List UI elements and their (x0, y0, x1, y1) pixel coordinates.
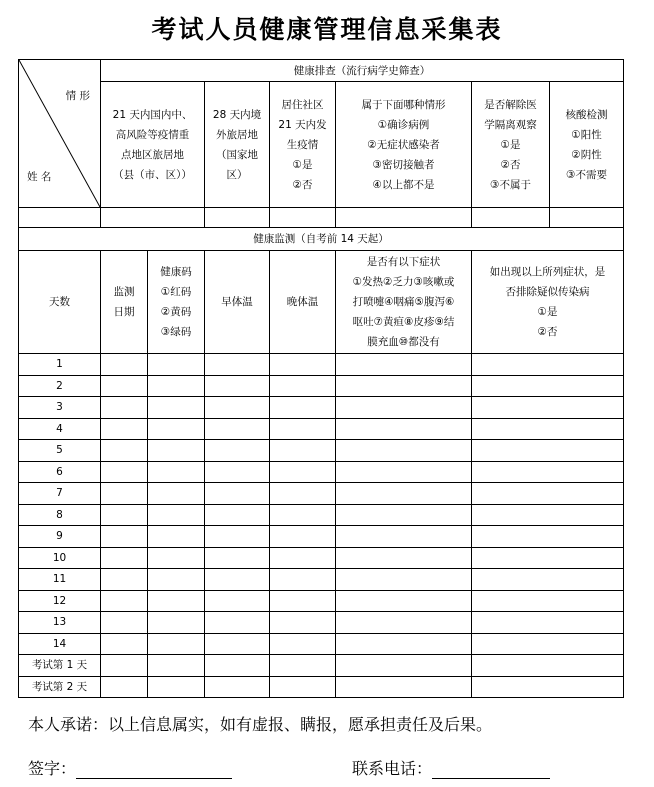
monitor-entry-cell[interactable] (148, 590, 205, 612)
monitor-entry-cell[interactable] (472, 633, 624, 655)
section-header-monitoring: 健康监测（自考前 14 天起） (19, 228, 624, 251)
monitor-entry-cell[interactable] (270, 612, 336, 634)
monitor-entry-cell[interactable] (472, 655, 624, 677)
monitor-row (19, 440, 624, 462)
monitor-entry-cell[interactable] (101, 633, 148, 655)
monitor-entry-cell[interactable] (336, 504, 472, 526)
monitor-entry-cell[interactable] (270, 590, 336, 612)
monitor-entry-cell[interactable] (205, 504, 270, 526)
monitor-entry-cell[interactable] (148, 633, 205, 655)
monitor-entry-cell[interactable] (101, 483, 148, 505)
day-label: 2 (19, 375, 101, 397)
monitor-entry-cell[interactable] (148, 440, 205, 462)
monitor-row (19, 569, 624, 591)
day-label: 13 (19, 612, 101, 634)
monitor-row (19, 655, 624, 677)
promise-statement: 本人承诺：以上信息属实，如有虚报、瞒报，愿承担责任及后果。 (28, 715, 493, 734)
col-health-code: 健康码 ①红码 ②黄码 ③绿码 (148, 251, 205, 354)
monitor-entry-cell[interactable] (270, 504, 336, 526)
section-header-screening: 健康排查（流行病学史筛查） (101, 60, 624, 82)
monitor-entry-cell[interactable] (472, 354, 624, 376)
phone-line (352, 756, 550, 779)
monitor-row (19, 375, 624, 397)
monitor-entry-cell[interactable] (270, 655, 336, 677)
monitor-entry-cell[interactable] (472, 612, 624, 634)
monitor-entry-cell[interactable] (205, 612, 270, 634)
entry-cell[interactable] (270, 208, 336, 228)
monitor-entry-cell[interactable] (336, 547, 472, 569)
phone-field[interactable] (432, 760, 550, 779)
name-input-cell[interactable] (19, 208, 101, 228)
day-label: 考试第 1 天 (19, 655, 101, 677)
monitor-entry-cell[interactable] (148, 483, 205, 505)
monitor-entry-cell[interactable] (270, 526, 336, 548)
entry-cell[interactable] (205, 208, 270, 228)
monitor-entry-cell[interactable] (270, 569, 336, 591)
signature-line (28, 756, 232, 779)
col-symptoms: 是否有以下症状 ①发热②乏力③咳嗽或 打喷嚏④咽痛⑤腹泻⑥ 呕吐⑦黄疸⑧皮疹⑨结 膜充血⑩都没有 (336, 251, 472, 354)
monitor-entry-cell[interactable] (270, 418, 336, 440)
monitor-entry-cell[interactable] (148, 569, 205, 591)
monitor-entry-cell[interactable] (336, 440, 472, 462)
monitor-row (19, 590, 624, 612)
monitor-entry-cell[interactable] (472, 375, 624, 397)
col-overseas-travel: 28 天内境 外旅居地 （国家地 区） (205, 82, 270, 208)
monitor-entry-cell[interactable] (472, 418, 624, 440)
corner-label-name: 姓 名 (27, 171, 52, 183)
monitor-entry-cell[interactable] (101, 397, 148, 419)
monitor-row (19, 418, 624, 440)
monitor-entry-cell[interactable] (336, 483, 472, 505)
monitor-entry-cell[interactable] (205, 676, 270, 698)
monitor-row (19, 526, 624, 548)
corner-label-situation: 情 形 (65, 90, 90, 102)
day-label: 10 (19, 547, 101, 569)
day-label: 4 (19, 418, 101, 440)
monitor-entry-cell[interactable] (148, 655, 205, 677)
health-info-table (18, 59, 624, 698)
monitor-entry-cell[interactable] (472, 440, 624, 462)
monitor-entry-cell[interactable] (336, 354, 472, 376)
day-label: 9 (19, 526, 101, 548)
day-label: 3 (19, 397, 101, 419)
monitor-entry-cell[interactable] (101, 547, 148, 569)
monitor-entry-cell[interactable] (148, 354, 205, 376)
col-morning-temp: 早体温 (205, 251, 270, 354)
monitor-entry-cell[interactable] (148, 612, 205, 634)
entry-cell[interactable] (472, 208, 550, 228)
monitor-entry-cell[interactable] (336, 569, 472, 591)
monitor-entry-cell[interactable] (472, 504, 624, 526)
monitor-entry-cell[interactable] (148, 375, 205, 397)
monitor-entry-cell[interactable] (472, 676, 624, 698)
monitor-entry-cell[interactable] (336, 461, 472, 483)
monitor-entry-cell[interactable] (101, 569, 148, 591)
day-label: 考试第 2 天 (19, 676, 101, 698)
signature-label: 签字： (28, 759, 77, 778)
monitor-entry-cell[interactable] (472, 397, 624, 419)
monitor-entry-cell[interactable] (101, 504, 148, 526)
monitor-entry-cell[interactable] (148, 676, 205, 698)
monitor-row (19, 397, 624, 419)
monitor-entry-cell[interactable] (336, 418, 472, 440)
monitor-row (19, 504, 624, 526)
monitor-entry-cell[interactable] (205, 526, 270, 548)
monitor-entry-cell[interactable] (336, 590, 472, 612)
monitor-entry-cell[interactable] (205, 655, 270, 677)
monitor-entry-cell[interactable] (101, 612, 148, 634)
col-nucleic-acid-test: 核酸检测 ①阳性 ②阴性 ③不需要 (550, 82, 624, 208)
monitor-entry-cell[interactable] (148, 461, 205, 483)
phone-label: 联系电话： (352, 759, 433, 778)
monitor-entry-cell[interactable] (101, 676, 148, 698)
col-case-category: 属于下面哪种情形 ①确诊病例 ②无症状感染者 ③密切接触者 ④以上都不是 (336, 82, 472, 208)
day-label: 12 (19, 590, 101, 612)
monitor-entry-cell[interactable] (205, 461, 270, 483)
monitor-entry-cell[interactable] (205, 418, 270, 440)
entry-cell[interactable] (550, 208, 624, 228)
monitor-entry-cell[interactable] (205, 483, 270, 505)
entry-cell[interactable] (101, 208, 205, 228)
day-label: 7 (19, 483, 101, 505)
monitor-entry-cell[interactable] (472, 483, 624, 505)
monitor-entry-cell[interactable] (205, 547, 270, 569)
monitor-entry-cell[interactable] (205, 440, 270, 462)
monitor-entry-cell[interactable] (101, 526, 148, 548)
col-monitor-date: 监测 日期 (101, 251, 148, 354)
monitor-entry-cell[interactable] (270, 397, 336, 419)
monitor-row (19, 547, 624, 569)
monitor-entry-cell[interactable] (336, 397, 472, 419)
col-domestic-risk-area: 21 天内国内中、 高风险等疫情重 点地区旅居地 （县（市、区）） (101, 82, 205, 208)
monitor-entry-cell[interactable] (205, 354, 270, 376)
monitor-entry-cell[interactable] (101, 375, 148, 397)
day-label: 6 (19, 461, 101, 483)
monitor-entry-cell[interactable] (472, 461, 624, 483)
monitor-entry-cell[interactable] (336, 633, 472, 655)
signature-field[interactable] (76, 760, 232, 779)
monitor-entry-cell[interactable] (472, 526, 624, 548)
monitor-entry-cell[interactable] (101, 354, 148, 376)
monitor-entry-cell[interactable] (101, 655, 148, 677)
monitor-entry-cell[interactable] (270, 354, 336, 376)
col-exclude-infectious: 如出现以上所列症状，是 否排除疑似传染病 ①是 ②否 (472, 251, 624, 354)
monitor-entry-cell[interactable] (148, 418, 205, 440)
monitor-entry-cell[interactable] (270, 483, 336, 505)
corner-diagonal-cell (19, 60, 101, 208)
monitor-entry-cell[interactable] (205, 397, 270, 419)
monitor-entry-cell[interactable] (472, 590, 624, 612)
col-day: 天数 (19, 251, 101, 354)
monitor-entry-cell[interactable] (270, 633, 336, 655)
col-evening-temp: 晚体温 (270, 251, 336, 354)
monitor-entry-cell[interactable] (148, 397, 205, 419)
monitor-entry-cell[interactable] (101, 461, 148, 483)
monitor-entry-cell[interactable] (101, 440, 148, 462)
monitor-entry-cell[interactable] (472, 569, 624, 591)
monitor-row (19, 354, 624, 376)
monitor-row (19, 633, 624, 655)
monitor-row (19, 676, 624, 698)
monitor-entry-cell[interactable] (336, 612, 472, 634)
monitor-entry-cell[interactable] (270, 461, 336, 483)
monitor-entry-cell[interactable] (101, 418, 148, 440)
day-label: 14 (19, 633, 101, 655)
form-title: 考试人员健康管理信息采集表 (151, 15, 503, 44)
monitoring-rows (19, 354, 624, 698)
monitor-entry-cell[interactable] (148, 547, 205, 569)
day-label: 11 (19, 569, 101, 591)
entry-cell[interactable] (336, 208, 472, 228)
day-label: 5 (19, 440, 101, 462)
monitor-entry-cell[interactable] (101, 590, 148, 612)
monitor-entry-cell[interactable] (336, 375, 472, 397)
monitor-entry-cell[interactable] (336, 676, 472, 698)
monitor-entry-cell[interactable] (205, 590, 270, 612)
col-quarantine-release: 是否解除医 学隔离观察 ①是 ②否 ③不属于 (472, 82, 550, 208)
monitor-entry-cell[interactable] (205, 375, 270, 397)
monitor-entry-cell[interactable] (336, 526, 472, 548)
day-label: 1 (19, 354, 101, 376)
monitor-entry-cell[interactable] (205, 633, 270, 655)
monitor-entry-cell[interactable] (270, 440, 336, 462)
monitor-entry-cell[interactable] (148, 526, 205, 548)
col-community-outbreak: 居住社区 21 天内发 生疫情 ①是 ②否 (270, 82, 336, 208)
monitor-row (19, 461, 624, 483)
monitor-entry-cell[interactable] (336, 655, 472, 677)
monitor-entry-cell[interactable] (270, 676, 336, 698)
monitor-entry-cell[interactable] (472, 547, 624, 569)
monitor-entry-cell[interactable] (205, 569, 270, 591)
monitor-row (19, 612, 624, 634)
monitor-row (19, 483, 624, 505)
monitor-entry-cell[interactable] (270, 375, 336, 397)
day-label: 8 (19, 504, 101, 526)
screening-entry-row (19, 208, 624, 228)
monitor-entry-cell[interactable] (148, 504, 205, 526)
monitor-entry-cell[interactable] (270, 547, 336, 569)
